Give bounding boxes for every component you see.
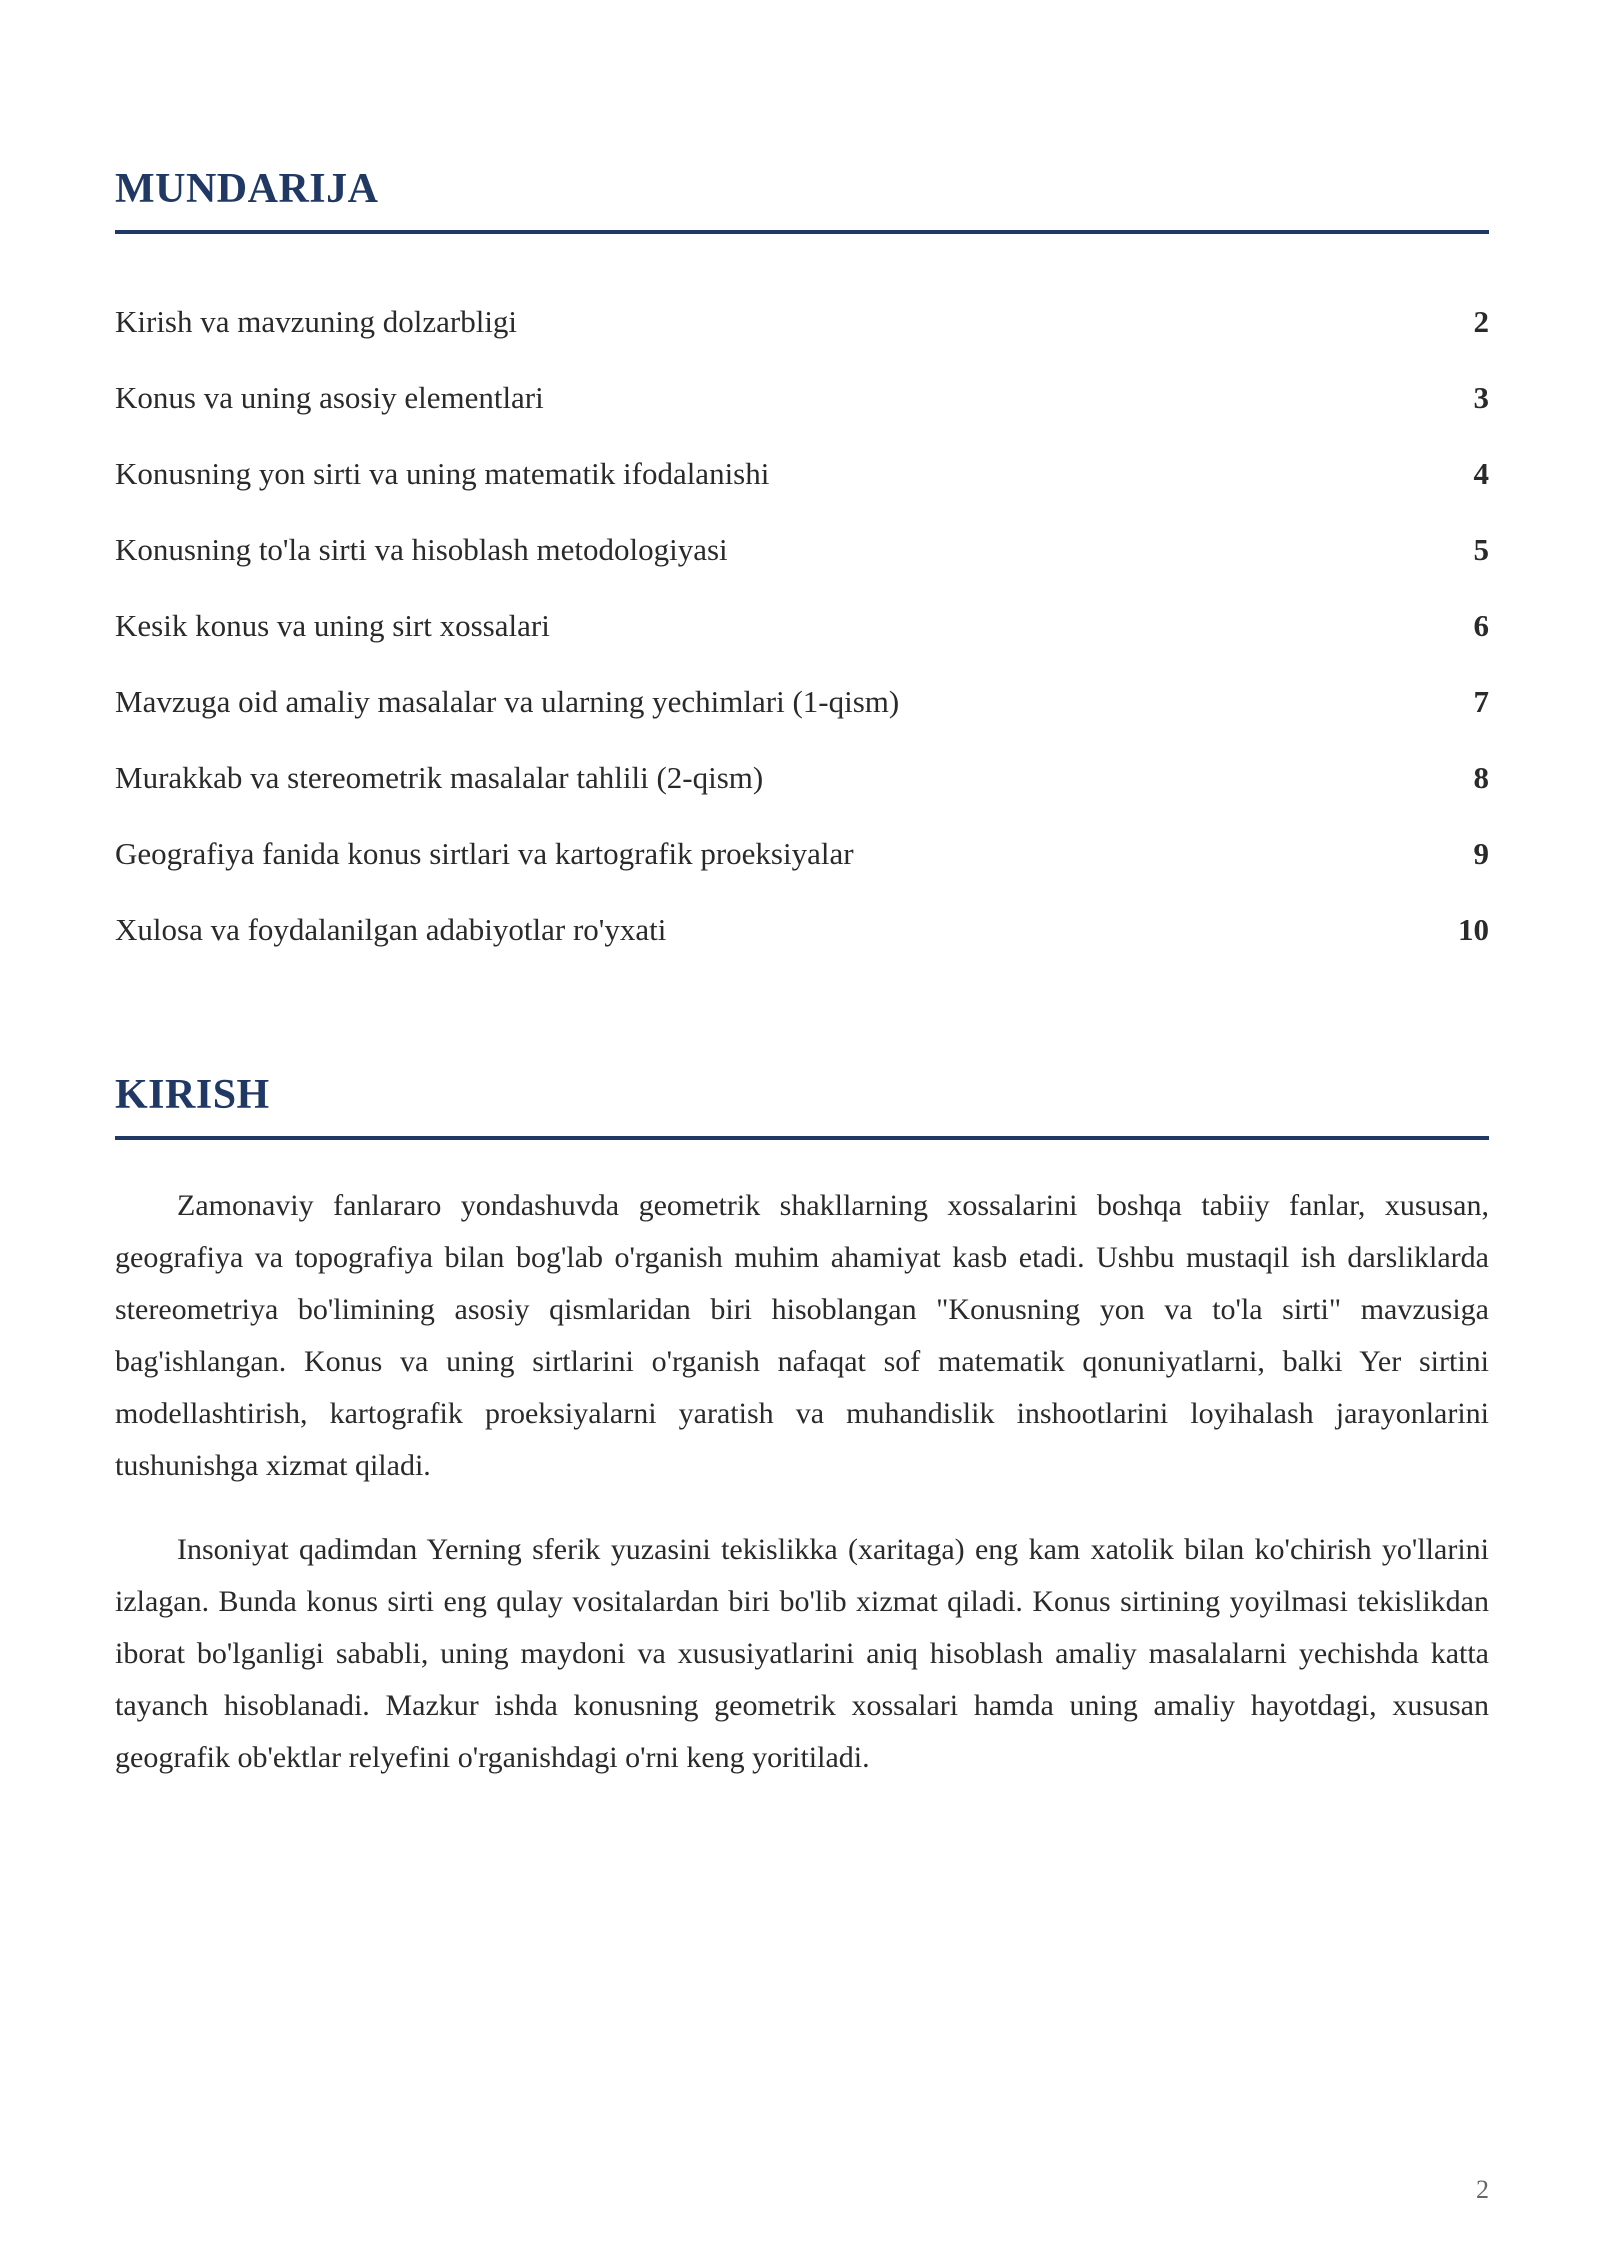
- toc-item-title: Geografiya fanida konus sirtlari va kartografik proeksiyalar: [115, 836, 854, 871]
- toc-item-title: Konus va uning asosiy elementlari: [115, 380, 544, 415]
- toc-item-title: Xulosa va foydalanilgan adabiyotlar ro'yxati: [115, 912, 667, 947]
- toc-item-page: 8: [1473, 760, 1489, 795]
- intro-paragraph: Insoniyat qadimdan Yerning sferik yuzasini tekislikka (xaritaga) eng kam xatolik bilan ko'chirish yo'llarini izlagan. Bunda konus sirti eng qulay vositalardan biri bo'lib xizmat qiladi. Konus sirtining yoyilmasi tekislikdan iborat bo'lganligi sababli, uning maydoni va xususiyatlarini aniq hisoblash amaliy masalalarni yechishda katta tayanch hisoblanadi. Mazkur ishda konusning geometrik xossalari hamda uning amaliy hayotdagi, xususan geografik ob'ektlar relyefini o'rganishdagi o'rni keng yoritiladi.: [115, 1533, 1489, 1774]
- toc-item-page: 2: [1473, 304, 1489, 339]
- toc-item[interactable]: [115, 296, 1489, 372]
- toc-item-page: 6: [1473, 608, 1489, 643]
- document-page: [115, 0, 1489, 2262]
- toc-item-title: Kirish va mavzuning dolzarbligi: [115, 304, 518, 339]
- toc-item-title: Mavzuga oid amaliy masalalar va ularning yechimlari (1-qism): [115, 684, 900, 719]
- toc-item-title: Konusning yon sirti va uning matematik ifodalanishi: [115, 456, 770, 491]
- toc-item[interactable]: [115, 752, 1489, 828]
- toc-item[interactable]: [115, 828, 1489, 904]
- page-number: 2: [1476, 2175, 1489, 2204]
- table-of-contents: [115, 296, 1489, 980]
- toc-item[interactable]: [115, 904, 1489, 980]
- toc-item[interactable]: [115, 372, 1489, 448]
- toc-item-title: Murakkab va stereometrik masalalar tahlili (2-qism): [115, 760, 764, 795]
- toc-item[interactable]: [115, 676, 1489, 752]
- toc-item-page: 9: [1473, 836, 1489, 871]
- intro-body: [115, 1180, 1489, 1816]
- toc-item[interactable]: [115, 448, 1489, 524]
- toc-item-title: Kesik konus va uning sirt xossalari: [115, 608, 550, 643]
- toc-item[interactable]: [115, 600, 1489, 676]
- toc-item-page: 3: [1473, 380, 1489, 415]
- intro-heading-rule: [115, 1136, 1489, 1140]
- toc-heading: MUNDARIJA: [115, 166, 379, 212]
- toc-heading-rule: [115, 230, 1489, 234]
- intro-paragraph: Zamonaviy fanlararo yondashuvda geometrik shakllarning xossalarini boshqa tabiiy fanlar, xususan, geografiya va topografiya bilan bog'lab o'rganish muhim ahamiyat kasb etadi. Ushbu mustaqil ish darsliklarda stereometriya bo'limining asosiy qismlaridan biri hisoblangan "Konusning yon va to'la sirti" mavzusiga bag'ishlangan. Konus va uning sirtlarini o'rganish nafaqat sof matematik qonuniyatlarni, balki Yer sirtini modellashtirish, kartografik proeksiyalarni yaratish va muhandislik inshootlarini loyihalash jarayonlarini tushunishga xizmat qiladi.: [115, 1189, 1489, 1482]
- toc-item-page: 5: [1473, 532, 1489, 567]
- toc-item-page: 4: [1473, 456, 1489, 491]
- intro-heading: KIRISH: [115, 1072, 270, 1118]
- toc-item[interactable]: [115, 524, 1489, 600]
- toc-item-title: Konusning to'la sirti va hisoblash metodologiyasi: [115, 532, 728, 567]
- toc-item-page: 10: [1458, 912, 1489, 947]
- toc-item-page: 7: [1473, 684, 1489, 719]
